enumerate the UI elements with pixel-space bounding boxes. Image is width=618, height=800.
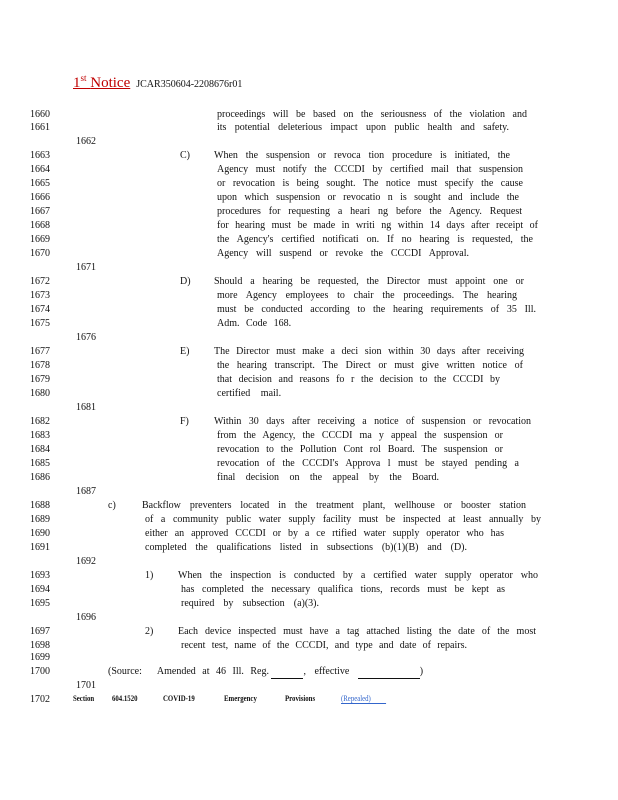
text-line: When the suspension or revoca tion procedure is initiated, the	[214, 150, 510, 161]
text-line: the hearing transcript. The Direct or must give written notice of	[217, 360, 523, 371]
text-line: The Director must make a deci sion within 30 days after receiving	[214, 346, 524, 357]
footer-title-3: Provisions	[285, 694, 316, 703]
line-number: 1672	[30, 276, 50, 287]
line-number: 1692	[76, 556, 96, 567]
document-header	[73, 73, 242, 92]
line-number: 1682	[30, 416, 50, 427]
text-line: Each device inspected must have a tag attached listing the date of the most	[178, 626, 536, 637]
subsection-marker: 1)	[145, 570, 154, 581]
text-line: for hearing must be made in writi ng within 14 days after receipt of	[217, 220, 538, 231]
text-line: required by subsection (a)(3).	[181, 598, 319, 609]
source-label: (Source:	[108, 666, 142, 677]
text-line: revocation of the CCCDI's Approva l must be stayed pending a	[217, 458, 519, 469]
line-number: 1675	[30, 318, 50, 329]
subsection-marker: c)	[108, 500, 116, 511]
line-number: 1676	[76, 332, 96, 343]
line-number: 1695	[30, 598, 50, 609]
text-line: Agency will suspend or revoke the CCCDI Approval.	[217, 248, 469, 259]
line-number: 1681	[76, 402, 96, 413]
line-number: 1684	[30, 444, 50, 455]
footer-section-number: 604.1520	[112, 694, 138, 703]
text-line: has completed the necessary qualifica tions, records must be kept as	[181, 584, 505, 595]
line-number: 1691	[30, 542, 50, 553]
text-line: Adm. Code 168.	[217, 318, 292, 329]
blank-line	[358, 666, 420, 679]
line-number: 1690	[30, 528, 50, 539]
footer-section-label: Section	[73, 694, 95, 703]
text-line: Backflow preventers located in the treatment plant, wellhouse or booster station	[142, 500, 526, 511]
line-number: 1661	[30, 122, 50, 133]
line-number: 1696	[76, 612, 96, 623]
notice-label: 1st Notice	[73, 73, 131, 91]
line-number: 1699	[30, 652, 50, 663]
effective-text: , effective	[303, 666, 350, 677]
subsection-marker: D)	[180, 276, 191, 287]
line-number: 1679	[30, 374, 50, 385]
line-number: 1663	[30, 150, 50, 161]
text-line: upon which suspension or revocatio n is sought and include the	[217, 192, 519, 203]
line-number: 1667	[30, 206, 50, 217]
line-number: 1702	[30, 694, 50, 705]
line-number: 1680	[30, 388, 50, 399]
line-number: 1694	[30, 584, 50, 595]
text-line: Within 30 days after receiving a notice of suspension or revocation	[214, 416, 531, 427]
footer-title-2: Emergency	[224, 694, 257, 703]
subsection-marker: E)	[180, 346, 190, 357]
line-number: 1669	[30, 234, 50, 245]
subsection-marker: F)	[180, 416, 189, 427]
text-line: or revocation is being sought. The notice must specify the cause	[217, 178, 523, 189]
line-number: 1685	[30, 458, 50, 469]
text-line: that decision and reasons fo r the decision to the CCCDI by	[217, 374, 500, 385]
text-line: more Agency employees to chair the proceedings. The hearing	[217, 290, 517, 301]
footer-title-1: COVID-19	[163, 694, 195, 703]
text-line: its potential deleterious impact upon public health and safety.	[217, 122, 509, 133]
line-number: 1700	[30, 666, 50, 677]
subsection-marker: 2)	[145, 626, 154, 637]
text-line: completed the qualifications listed in subsections (b)(1)(B) and (D).	[145, 542, 467, 553]
line-number: 1664	[30, 164, 50, 175]
line-number: 1697	[30, 626, 50, 637]
line-number: 1683	[30, 430, 50, 441]
line-number: 1665	[30, 178, 50, 189]
line-number: 1678	[30, 360, 50, 371]
text-line: Should a hearing be requested, the Director must appoint one or	[214, 276, 524, 287]
text-line: When the inspection is conducted by a certified water supply operator who	[178, 570, 538, 581]
text-line: either an approved CCCDI or by a ce rtified water supply operator who has	[145, 528, 504, 539]
text-line: recent test, name of the CCCDI, and type and date of repairs.	[181, 640, 467, 651]
amended-text: Amended at 46 Ill. Reg.	[156, 666, 269, 677]
line-number: 1666	[30, 192, 50, 203]
text-line: revocation to the Pollution Cont rol Board. The suspension or	[217, 444, 503, 455]
repealed-label: (Repealed)	[341, 694, 386, 704]
jcar-code: JCAR350604-2208676r01	[136, 79, 243, 90]
line-number: 1686	[30, 472, 50, 483]
text-line: Agency must notify the CCCDI by certified mail that suspension	[217, 164, 523, 175]
text-line: procedures for requesting a heari ng before the Agency. Request	[217, 206, 522, 217]
text-line: proceedings will be based on the seriousness of the violation and	[217, 109, 527, 120]
text-line: final decision on the appeal by the Board.	[217, 472, 439, 483]
blank-line	[271, 666, 303, 679]
line-number: 1660	[30, 109, 50, 120]
line-number: 1673	[30, 290, 50, 301]
close-paren: )	[419, 666, 424, 677]
line-number: 1671	[76, 262, 96, 273]
line-number: 1693	[30, 570, 50, 581]
text-line: must be conducted according to the hearing requirements of 35 Ill.	[217, 304, 536, 315]
line-number: 1670	[30, 248, 50, 259]
line-number: 1701	[76, 680, 96, 691]
subsection-marker: C)	[180, 150, 190, 161]
text-line: certified mail.	[217, 388, 282, 399]
footer-status	[341, 694, 386, 703]
text-line: of a community public water supply facility must be inspected at least annually by	[145, 514, 541, 525]
line-number: 1677	[30, 346, 50, 357]
source-note	[108, 666, 423, 679]
line-number: 1668	[30, 220, 50, 231]
text-line: the Agency's certified notificati on. If no hearing is requested, the	[217, 234, 533, 245]
line-number: 1687	[76, 486, 96, 497]
line-number: 1674	[30, 304, 50, 315]
line-number: 1662	[76, 136, 96, 147]
line-number: 1689	[30, 514, 50, 525]
line-number: 1688	[30, 500, 50, 511]
line-number: 1698	[30, 640, 50, 651]
text-line: from the Agency, the CCCDI ma y appeal the suspension or	[217, 430, 503, 441]
